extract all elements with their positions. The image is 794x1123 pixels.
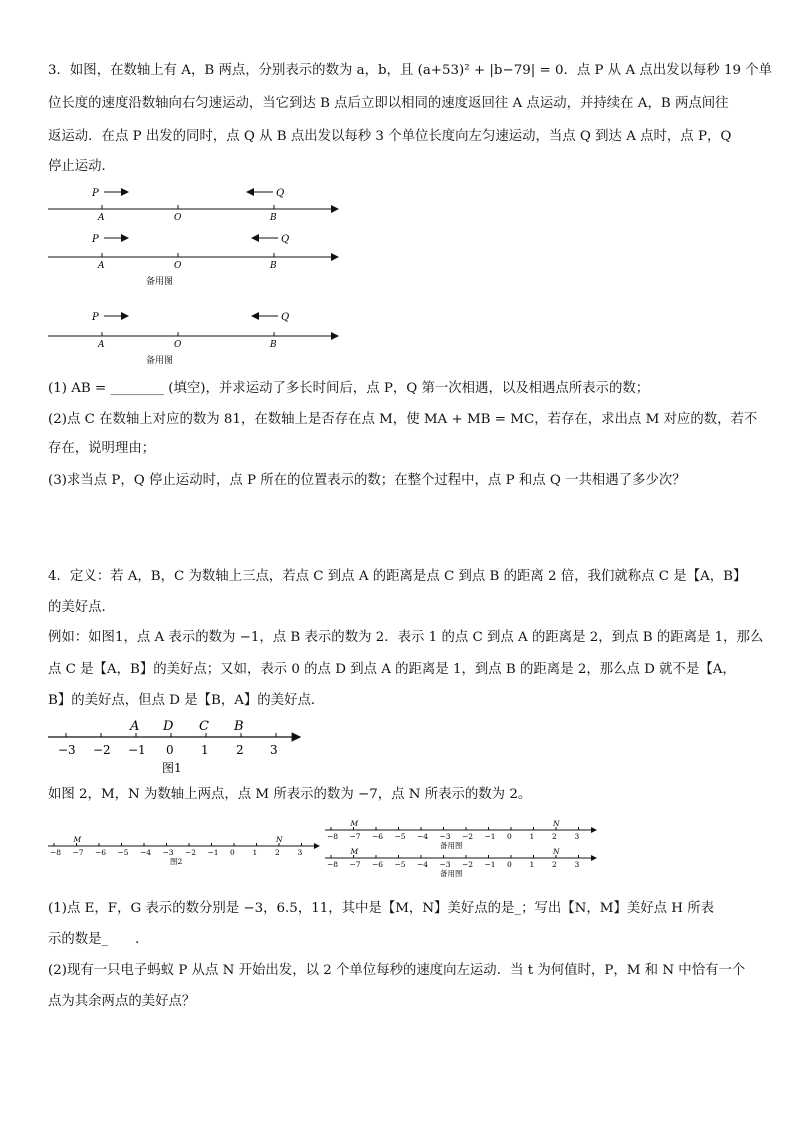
q4-figure1-number-line <box>44 716 314 776</box>
tick-label: −6 <box>372 860 384 869</box>
backup-caption: 备用图 <box>440 841 463 850</box>
tick-label: −3 <box>439 832 451 841</box>
label-p: P <box>92 188 99 199</box>
tick-label: 0 <box>166 743 174 757</box>
label-o: O <box>174 261 182 271</box>
q3-number-line-figures <box>40 180 360 380</box>
tick-label: −1 <box>484 860 496 869</box>
q3-figure-backup-2 <box>48 312 338 366</box>
tick-label: −7 <box>349 860 361 869</box>
q4-line1: 4．定义：若 A，B，C 为数轴上三点，若点 C 到点 A 的距离是点 C 到点 B 的距离 2 倍，我们就称点 C 是【A，B】 <box>48 569 747 584</box>
label-o: O <box>174 340 182 350</box>
figure2-caption: 图2 <box>170 857 183 866</box>
label-p: P <box>92 312 99 323</box>
tick-label: 2 <box>275 848 280 857</box>
label-n: N <box>553 819 560 828</box>
label-q: Q <box>276 188 285 199</box>
tick-label: −2 <box>93 743 111 757</box>
label-p: P <box>92 234 99 245</box>
point-a: A <box>130 719 140 734</box>
tick-label: 3 <box>574 860 580 869</box>
label-n: N <box>553 847 560 856</box>
tick-label: −1 <box>128 743 146 757</box>
label-n: N <box>276 835 283 844</box>
label-a: A <box>98 261 105 271</box>
label-b: B <box>270 261 277 271</box>
tick-label: −4 <box>417 832 429 841</box>
tick-label: −8 <box>50 848 62 857</box>
q4-sub1a: (1)点 E，F，G 表示的数分别是 −3，6.5，11，其中是【M，N】美好点的是_；写出【N，M】美好点 H 所表 <box>48 901 714 916</box>
tick-label: −4 <box>140 848 152 857</box>
tick-label: 2 <box>552 832 557 841</box>
q4-sub1b: 示的数是_ . <box>48 932 140 947</box>
label-m: M <box>350 819 359 828</box>
tick-label: −8 <box>327 860 339 869</box>
tick-label: 0 <box>507 860 512 869</box>
tick-label: −5 <box>394 860 406 869</box>
backup-caption: 备用图 <box>146 356 174 366</box>
label-a: A <box>98 213 105 223</box>
tick-label: −2 <box>462 832 474 841</box>
q4-sub2b: 点为其余两点的美好点？ <box>48 994 196 1009</box>
tick-label: −6 <box>95 848 107 857</box>
q3-sub2b: 存在，说明理由； <box>48 441 156 456</box>
q3-line1: 3．如图，在数轴上有 A，B 两点，分别表示的数为 a，b，且 (a+53)² + |b−79| = 0．点 P 从 A 点出发以每秒 19 个单 <box>48 63 773 78</box>
label-b: B <box>270 340 277 350</box>
q4-line3: 例如：如图1，点 A 表示的数为 −1，点 B 表示的数为 2．表示 1 的点 C 到点 A 的距离是 2，到点 B 的距离是 1，那么 <box>48 630 764 645</box>
label-a: A <box>98 340 105 350</box>
point-c: C <box>199 719 209 734</box>
tick-label: 3 <box>270 743 278 757</box>
tick-label: 1 <box>252 848 258 857</box>
tick-label: −7 <box>72 848 84 857</box>
tick-label: −2 <box>462 860 474 869</box>
tick-label: −3 <box>58 743 76 757</box>
tick-label: −8 <box>327 832 339 841</box>
q3-sub1: (1) AB = ________ (填空)，并求运动了多长时间后，点 P，Q 第一次相遇，以及相遇点所表示的数； <box>48 381 650 396</box>
point-d: D <box>163 719 174 734</box>
tick-label: 1 <box>529 860 535 869</box>
tick-label: −1 <box>207 848 219 857</box>
q4-line4: 点 C 是【A，B】的美好点；又如，表示 0 的点 D 到点 A 的距离是 1，到点 B 的距离是 2，那么点 D 就不是【A， <box>48 662 736 677</box>
q4-sub2a: (2)现有一只电子蚂蚁 P 从点 N 开始出发，以 2 个单位每秒的速度向左运动．当 t 为何值时，P，M 和 N 中恰有一个 <box>48 963 746 978</box>
label-o: O <box>174 213 182 223</box>
tick-label: −3 <box>162 848 174 857</box>
tick-label: 0 <box>507 832 512 841</box>
tick-label: 3 <box>574 832 580 841</box>
tick-label: 2 <box>552 860 557 869</box>
tick-label: −5 <box>394 832 406 841</box>
tick-label: 1 <box>201 743 209 757</box>
tick-label: 0 <box>230 848 235 857</box>
q4-line5: B】的美好点，但点 D 是【B，A】的美好点． <box>48 693 325 708</box>
tick-label: −4 <box>417 860 429 869</box>
tick-label: 2 <box>236 743 244 757</box>
tick-label: −7 <box>349 832 361 841</box>
label-m: M <box>350 847 359 856</box>
figure1-caption: 图1 <box>162 761 182 775</box>
q3-line3: 返运动．在点 P 出发的同时，点 Q 从 B 点出发以每秒 3 个单位长度向左匀速运动，当点 Q 到达 A 点时，点 P，Q <box>48 129 732 144</box>
q3-figure-main <box>48 188 338 223</box>
q4-line2: 的美好点． <box>48 600 115 615</box>
tick-label: −6 <box>372 832 384 841</box>
backup-caption: 备用图 <box>146 277 174 287</box>
tick-label: −2 <box>185 848 197 857</box>
q4-figure2-number-lines <box>44 818 604 886</box>
tick-label: −1 <box>484 832 496 841</box>
q3-sub2a: (2)点 C 在数轴上对应的数为 81，在数轴上是否存在点 M，使 MA + MB = MC，若存在，求出点 M 对应的数，若不 <box>48 412 758 427</box>
label-q: Q <box>281 312 290 323</box>
tick-label: −5 <box>117 848 129 857</box>
label-b: B <box>270 213 277 223</box>
q3-sub3: (3)求当点 P，Q 停止运动时，点 P 所在的位置表示的数；在整个过程中，点 P 和点 Q 一共相遇了多少次？ <box>48 473 686 488</box>
q3-line4: 停止运动． <box>48 159 115 174</box>
point-b: B <box>234 719 244 734</box>
label-m: M <box>73 835 82 844</box>
q3-figure-backup-1 <box>48 234 338 287</box>
tick-label: −3 <box>439 860 451 869</box>
tick-label: 3 <box>297 848 303 857</box>
q4-line6: 如图 2，M，N 为数轴上两点，点 M 所表示的数为 −7，点 N 所表示的数为 2。 <box>48 787 532 802</box>
backup-caption: 备用图 <box>440 869 463 878</box>
label-q: Q <box>281 234 290 245</box>
tick-label: 1 <box>529 832 535 841</box>
q3-line2: 位长度的速度沿数轴向右匀速运动，当它到达 B 点后立即以相同的速度返回往 A 点运动，并持续在 A，B 两点间往 <box>48 96 729 111</box>
